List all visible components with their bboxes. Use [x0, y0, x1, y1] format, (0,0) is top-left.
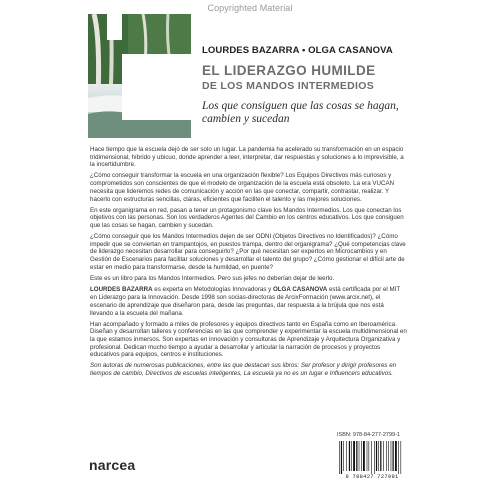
- subtitle-line1: Los que consiguen que las cosas se hagan,: [202, 100, 399, 112]
- cover-letter-notch: [122, 54, 191, 120]
- paragraph-questions: ¿Cómo conseguir que los Mandos Intermedios dejen de ser ODNI (Objetos Directivos no Identificados)? ¿Cómo impedir que se conviertan en trampantojos, en puestos trampa, dentro del organigrama? ¿Qué competencias clave de liderazgo necesitan desarrollar para conseguirlo? ¿Por qué necesitan ser expertos en Microcambios y en Gestión de Escenarios para facilitar soluciones y desarrollar el talento del grupo? ¿Cómo gestionar el difícil arte de estar en medio para transformarse, desde la humildad, en puente?: [90, 232, 406, 271]
- cover-letter-cutout: [107, 14, 122, 40]
- barcode-bar: [376, 441, 377, 471]
- barcode-bar: [388, 441, 389, 471]
- publisher-logo: narcea: [89, 457, 136, 473]
- book-title-line2: DE LOS MANDOS INTERMEDIOS: [202, 80, 375, 92]
- barcode-bar: [346, 441, 347, 471]
- subtitle-line2: cambien y sucedan: [202, 113, 290, 125]
- barcode-bar: [367, 441, 368, 471]
- paragraph-author-bio: [90, 286, 408, 317]
- barcode-bar: [383, 441, 384, 471]
- barcode-bar: [369, 441, 370, 471]
- paragraph-audience: Este es un libro para los Mandos Intermedios. Pero sus jefes no deberían dejar de leerlo.: [90, 274, 335, 282]
- barcode-bar: [395, 441, 397, 471]
- paragraph-publications: Son autoras de numerosas publicaciones, entre las que destacan sus libros: Ser profesor y dirigir profesores en tiempos de cambio, Directivos de escuelas inteligentes, La escuela ya no es un lugar e Influencers educativos.: [90, 362, 397, 378]
- book-title: EL LIDERAZGO HUMILDE: [202, 63, 376, 78]
- paragraph-author-work: Han acompañado y formado a miles de profesores y equipos directivos tanto en España como en Iberoamérica. Diseñan y desarrollan talleres y conferencias en las que comprender y experimentar la escuela multidimensional en la que estamos inmersos. Son expertas en innovación y consultoras de Aprendizaje y Arquitectura Organizativa y profesional. Dedican mucho tiempo a ayudar a desarrollar y articular la narración de procesos y proyectos educativos para equipos, centros e instituciones.: [90, 320, 407, 359]
- author-bio-rest: está certificada por el MIT en Liderazgo para la Innovación. Desde 1998 son socias-directoras de ArcixFormación (www.arcix.net), el escenario de aprendizaje que diseñaron para, desde las preguntas, dar respuesta a la brújula que nos está llevando a la escuela del mañana.: [90, 286, 401, 317]
- barcode-bar: [351, 441, 352, 471]
- book-subtitle: [202, 100, 412, 126]
- barcode-bar: [371, 441, 372, 474]
- barcode-bar: [386, 441, 387, 471]
- paragraph-organization: ¿Cómo conseguir transformar la escuela en una organización flexible? Los Equipos Directivos más curiosos y comprometidos son conscientes de que el modelo de organización de la escuela está obsoleto. La era VUCAN necesita que lideremos redes de comunicación y acción en las que conectar, compartir, contrastar, realizar. Y hacerlo con estructuras sencillas, claras, eficientes que faciliten el talento y las mejores soluciones.: [90, 172, 395, 203]
- barcode-bar: [359, 441, 360, 471]
- back-cover-text: [90, 146, 408, 381]
- paragraph-intro: Hace tiempo que la escuela dejó de ser solo un lugar. La pandemia ha acelerado su transformación en un espacio tridimensional, híbrido y ubicuo, donde aprender a leer, interpretar, dar respuestas y soluciones a lo imprevisible, a la incertidumbre.: [90, 146, 404, 169]
- barcode-bar: [401, 441, 402, 474]
- author-name-2: OLGA CASANOVA: [272, 286, 328, 294]
- barcode-bar: [363, 441, 365, 471]
- authors: LOURDES BAZARRA • OLGA CASANOVA: [202, 45, 393, 56]
- barcode-bar: [356, 441, 357, 471]
- author-bio-connector: es experta en Metodologías Innovadoras y: [152, 286, 273, 294]
- barcode-bar: [341, 441, 342, 474]
- isbn: ISBN: 978-84-277-2799-1: [337, 432, 400, 438]
- barcode-digits: 9 788427 727991: [345, 474, 399, 480]
- author-name-1: LOURDES BAZARRA: [90, 286, 153, 294]
- paragraph-middle-managers: En este organigrama en red, pasan a tener un protagonismo clave los Mandos Intermedios. Los que conectan los objetivos con las personas. Son los verdaderos Agentes del Cambio en los centros educativos. Los que consiguen que las cosas se hagan, cambien y sucedan.: [90, 206, 404, 229]
- barcode-bar: [343, 441, 344, 471]
- barcode-bar: [391, 441, 392, 471]
- barcode-bar: [378, 441, 379, 471]
- copyright-watermark: Copyrighted Material: [207, 3, 293, 13]
- barcode-bar: [380, 441, 381, 471]
- barcode-bar: [374, 441, 375, 474]
- barcode-bar: [349, 441, 350, 471]
- barcode-bar: [353, 441, 355, 471]
- barcode-bar: [361, 441, 362, 471]
- barcode-bar: [398, 441, 399, 474]
- barcode-bar: [339, 441, 340, 474]
- barcode-bar: [393, 441, 394, 471]
